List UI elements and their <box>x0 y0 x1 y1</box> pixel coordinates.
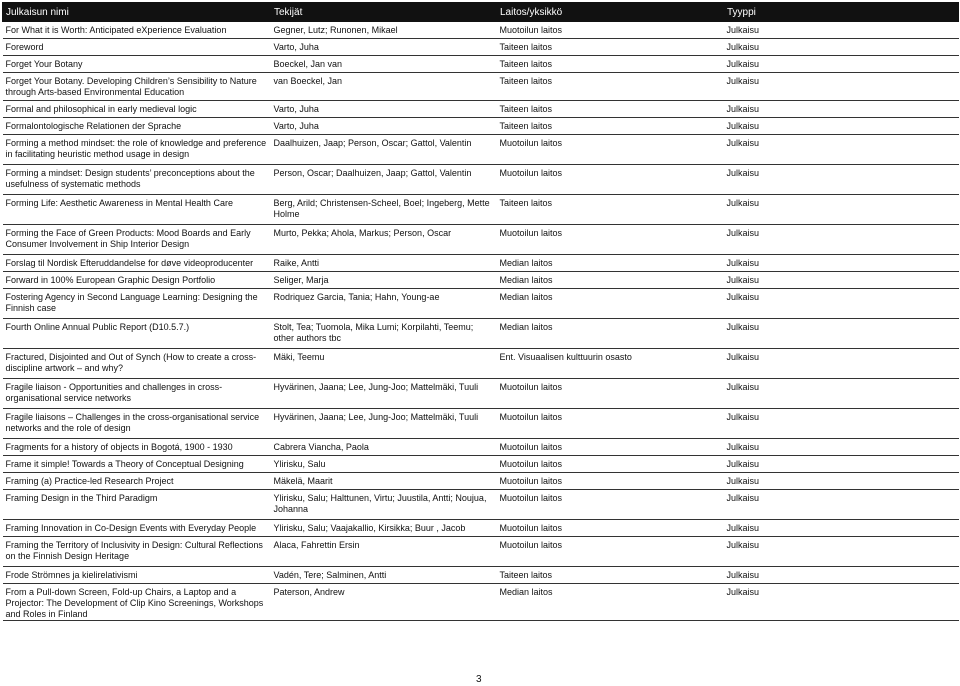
row-type: Julkaisu <box>724 439 959 456</box>
table-row <box>3 409 959 439</box>
row-department: Muotoilun laitos <box>497 490 724 520</box>
row-authors: Paterson, Andrew <box>271 584 497 621</box>
row-title: Formal and philosophical in early medieval logic <box>3 101 271 118</box>
row-type: Julkaisu <box>724 272 959 289</box>
row-type: Julkaisu <box>724 473 959 490</box>
row-title: Fractured, Disjointed and Out of Synch (How to create a cross-discipline artwork – and why? <box>3 349 271 379</box>
row-department: Median laitos <box>497 584 724 621</box>
row-authors: Hyvärinen, Jaana; Lee, Jung-Joo; Mattelmäki, Tuuli <box>271 409 497 439</box>
table-row <box>3 225 959 255</box>
table-row <box>3 567 959 584</box>
row-title: From a Pull-down Screen, Fold-up Chairs, a Laptop and a Projector: The Development of Clip Kino Screenings, Workshops and Roles in Finland <box>3 584 271 621</box>
row-title: For What it is Worth: Anticipated eXperience Evaluation <box>3 22 271 39</box>
table-row <box>3 456 959 473</box>
row-department: Taiteen laitos <box>497 567 724 584</box>
row-type: Julkaisu <box>724 255 959 272</box>
row-title: Forming the Face of Green Products: Mood Boards and Early Consumer Involvement in Ship Interior Design <box>3 225 271 255</box>
row-title: Frame it simple! Towards a Theory of Conceptual Designing <box>3 456 271 473</box>
row-department: Taiteen laitos <box>497 195 724 225</box>
row-authors: Person, Oscar; Daalhuizen, Jaap; Gattol, Valentin <box>271 165 497 195</box>
row-type: Julkaisu <box>724 319 959 349</box>
table-row <box>3 22 959 39</box>
row-authors: Varto, Juha <box>271 39 497 56</box>
row-department: Muotoilun laitos <box>497 135 724 165</box>
table-row <box>3 73 959 101</box>
row-department: Muotoilun laitos <box>497 439 724 456</box>
row-type: Julkaisu <box>724 379 959 409</box>
row-title: Foreword <box>3 39 271 56</box>
table-row <box>3 272 959 289</box>
publications-table <box>2 2 959 621</box>
row-authors: Ylirisku, Salu; Vaajakallio, Kirsikka; Buur , Jacob <box>271 520 497 537</box>
table-row <box>3 118 959 135</box>
table-row <box>3 39 959 56</box>
row-authors: Berg, Arild; Christensen-Scheel, Boel; Ingeberg, Mette Holme <box>271 195 497 225</box>
table-row <box>3 349 959 379</box>
row-title: Forming Life: Aesthetic Awareness in Mental Health Care <box>3 195 271 225</box>
table-row <box>3 289 959 319</box>
row-title: Forming a mindset: Design students’ preconceptions about the usefulness of systematic methods <box>3 165 271 195</box>
row-department: Taiteen laitos <box>497 101 724 118</box>
row-type: Julkaisu <box>724 118 959 135</box>
table-row <box>3 537 959 567</box>
table-row <box>3 319 959 349</box>
row-department: Median laitos <box>497 319 724 349</box>
row-department: Median laitos <box>497 289 724 319</box>
row-type: Julkaisu <box>724 456 959 473</box>
row-department: Median laitos <box>497 255 724 272</box>
row-type: Julkaisu <box>724 225 959 255</box>
row-department: Muotoilun laitos <box>497 22 724 39</box>
row-authors: Ylirisku, Salu; Halttunen, Virtu; Juustila, Antti; Noujua, Johanna <box>271 490 497 520</box>
row-authors: Mäkelä, Maarit <box>271 473 497 490</box>
page-number: 3 <box>476 674 482 685</box>
row-authors: Vadén, Tere; Salminen, Antti <box>271 567 497 584</box>
row-department: Muotoilun laitos <box>497 537 724 567</box>
row-department: Muotoilun laitos <box>497 520 724 537</box>
row-title: Forget Your Botany. Developing Children’s Sensibility to Nature through Arts-based Environmental Education <box>3 73 271 101</box>
row-department: Muotoilun laitos <box>497 379 724 409</box>
row-title: Framing the Territory of Inclusivity in Design: Cultural Reflections on the Finnish Design Heritage <box>3 537 271 567</box>
table-row <box>3 473 959 490</box>
row-authors: Hyvärinen, Jaana; Lee, Jung-Joo; Mattelmäki, Tuuli <box>271 379 497 409</box>
row-authors: Murto, Pekka; Ahola, Markus; Person, Oscar <box>271 225 497 255</box>
row-authors: Varto, Juha <box>271 101 497 118</box>
row-authors: Seliger, Marja <box>271 272 497 289</box>
row-title: Framing (a) Practice-led Research Project <box>3 473 271 490</box>
row-authors: Mäki, Teemu <box>271 349 497 379</box>
row-title: Fragments for a history of objects in Bogotá, 1900 - 1930 <box>3 439 271 456</box>
table-row <box>3 135 959 165</box>
row-type: Julkaisu <box>724 135 959 165</box>
row-type: Julkaisu <box>724 567 959 584</box>
header-authors: Tekijät <box>271 3 497 22</box>
row-department: Muotoilun laitos <box>497 225 724 255</box>
row-type: Julkaisu <box>724 349 959 379</box>
row-title: Forget Your Botany <box>3 56 271 73</box>
row-title: Forward in 100% European Graphic Design Portfolio <box>3 272 271 289</box>
row-title: Fostering Agency in Second Language Learning: Designing the Finnish case <box>3 289 271 319</box>
row-type: Julkaisu <box>724 73 959 101</box>
row-type: Julkaisu <box>724 409 959 439</box>
row-type: Julkaisu <box>724 195 959 225</box>
table-row <box>3 584 959 621</box>
table-row <box>3 56 959 73</box>
row-title: Forming a method mindset: the role of knowledge and preference in facilitating heuristic method usage in design <box>3 135 271 165</box>
row-type: Julkaisu <box>724 584 959 621</box>
row-authors: Varto, Juha <box>271 118 497 135</box>
row-authors: van Boeckel, Jan <box>271 73 497 101</box>
row-authors: Ylirisku, Salu <box>271 456 497 473</box>
row-department: Muotoilun laitos <box>497 409 724 439</box>
row-type: Julkaisu <box>724 22 959 39</box>
row-department: Ent. Visuaalisen kulttuurin osasto <box>497 349 724 379</box>
row-type: Julkaisu <box>724 165 959 195</box>
row-authors: Cabrera Viancha, Paola <box>271 439 497 456</box>
header-department: Laitos/yksikkö <box>497 3 724 22</box>
row-authors: Boeckel, Jan van <box>271 56 497 73</box>
row-type: Julkaisu <box>724 56 959 73</box>
row-authors: Alaca, Fahrettin Ersin <box>271 537 497 567</box>
row-department: Muotoilun laitos <box>497 473 724 490</box>
row-title: Fourth Online Annual Public Report (D10.5.7.) <box>3 319 271 349</box>
row-department: Taiteen laitos <box>497 118 724 135</box>
row-type: Julkaisu <box>724 520 959 537</box>
row-title: Fragile liaison - Opportunities and challenges in cross-organisational service networks <box>3 379 271 409</box>
table-row <box>3 101 959 118</box>
row-department: Muotoilun laitos <box>497 456 724 473</box>
row-title: Frode Strömnes ja kielirelativismi <box>3 567 271 584</box>
table-row <box>3 520 959 537</box>
row-authors: Rodriquez Garcia, Tania; Hahn, Young-ae <box>271 289 497 319</box>
table-row <box>3 379 959 409</box>
table-row <box>3 255 959 272</box>
table-row <box>3 439 959 456</box>
table-body <box>3 22 959 621</box>
row-title: Fragile liaisons – Challenges in the cross-organisational service networks and the role of design <box>3 409 271 439</box>
table-row <box>3 490 959 520</box>
header-row <box>3 3 959 22</box>
row-department: Muotoilun laitos <box>497 165 724 195</box>
table-row <box>3 195 959 225</box>
row-type: Julkaisu <box>724 537 959 567</box>
row-title: Framing Design in the Third Paradigm <box>3 490 271 520</box>
row-department: Taiteen laitos <box>497 73 724 101</box>
row-authors: Gegner, Lutz; Runonen, Mikael <box>271 22 497 39</box>
row-type: Julkaisu <box>724 39 959 56</box>
row-authors: Daalhuizen, Jaap; Person, Oscar; Gattol, Valentin <box>271 135 497 165</box>
row-title: Framing Innovation in Co-Design Events with Everyday People <box>3 520 271 537</box>
row-type: Julkaisu <box>724 101 959 118</box>
row-title: Formalontologische Relationen der Sprache <box>3 118 271 135</box>
row-department: Taiteen laitos <box>497 39 724 56</box>
row-type: Julkaisu <box>724 289 959 319</box>
row-department: Taiteen laitos <box>497 56 724 73</box>
header-title: Julkaisun nimi <box>3 3 271 22</box>
row-authors: Stolt, Tea; Tuomola, Mika Lumi; Korpilahti, Teemu; other authors tbc <box>271 319 497 349</box>
row-department: Median laitos <box>497 272 724 289</box>
table-row <box>3 165 959 195</box>
row-type: Julkaisu <box>724 490 959 520</box>
row-authors: Raike, Antti <box>271 255 497 272</box>
header-type: Tyyppi <box>724 3 959 22</box>
row-title: Forslag til Nordisk Efteruddandelse for døve videoproducenter <box>3 255 271 272</box>
